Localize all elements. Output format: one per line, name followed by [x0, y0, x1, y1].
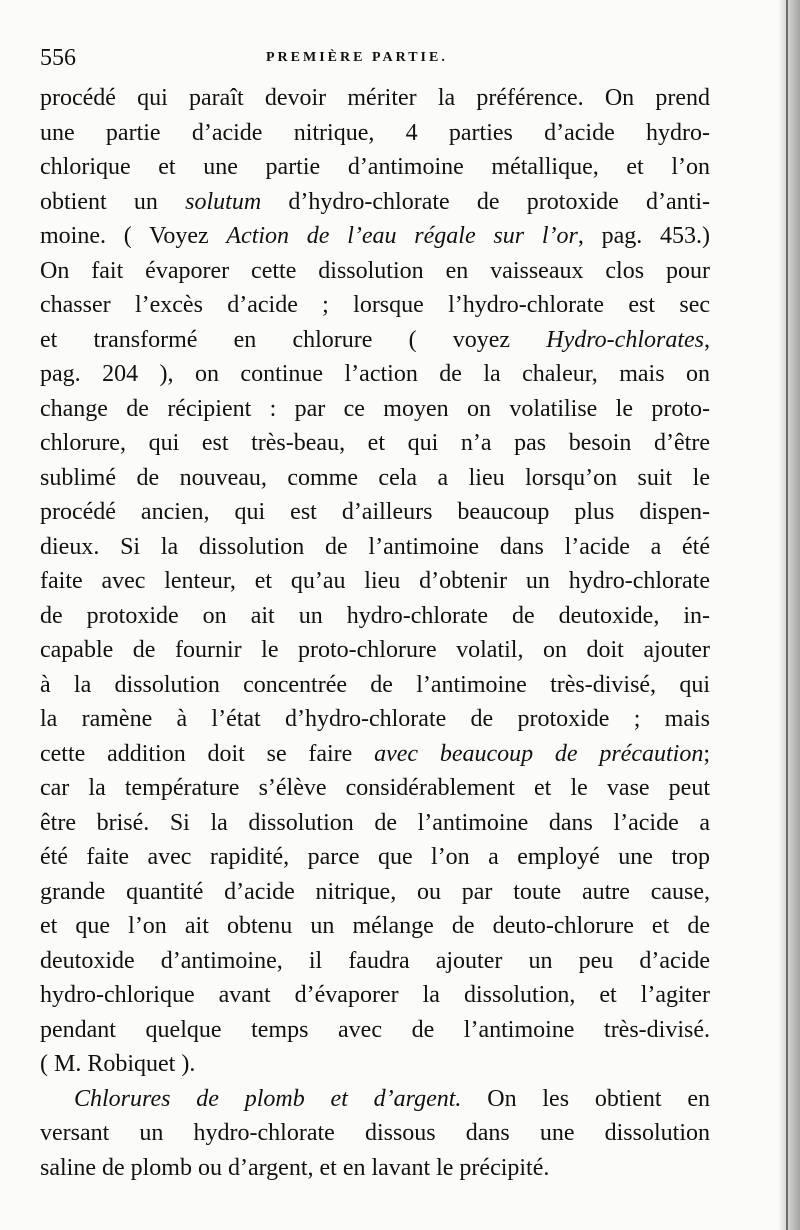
text-line	[40, 633, 710, 668]
text-line	[40, 668, 710, 703]
text-segment: et que l’on ait obtenu un mélange de deuto-chlorure et de	[40, 913, 710, 939]
text-line	[40, 219, 710, 254]
text-line	[40, 978, 710, 1013]
text-line	[40, 564, 710, 599]
text-segment: ;	[703, 740, 710, 767]
italic-text: Action de l’eau régale sur l’or	[226, 223, 578, 249]
text-line	[40, 254, 710, 289]
text-segment: ( M. Robiquet ).	[40, 1051, 196, 1077]
italic-text: avec beaucoup de précaution	[374, 740, 704, 767]
text-segment: On fait évaporer cette dissolution en vaisseaux clos pour	[40, 257, 710, 284]
text-segment: pendant quelque temps avec de l’antimoine très-divisé.	[40, 1016, 710, 1043]
page-edge-shadow	[778, 0, 800, 1230]
text-segment: de protoxide on ait un hydro-chlorate de deutoxide, in-	[40, 602, 710, 629]
text-segment: faite avec lenteur, et qu’au lieu d’obtenir un hydro-chlorate	[40, 568, 710, 594]
text-line	[40, 116, 710, 151]
text-segment: pag. 204 ), on continue l’action de la chaleur, mais on	[40, 361, 710, 387]
text-segment: été faite avec rapidité, parce que l’on a employé une trop	[40, 844, 710, 870]
text-segment: deutoxide d’antimoine, il faudra ajouter un peu d’acide	[40, 947, 710, 974]
italic-text: Hydro-chlorates	[546, 326, 704, 353]
text-segment: et transformé en chlorure ( voyez	[40, 326, 547, 353]
italic-text: Chlorures de plomb et d’argent.	[74, 1085, 462, 1112]
text-segment: obtient un	[40, 188, 186, 215]
text-segment: dieux. Si la dissolution de l’antimoine dans l’acide a été	[40, 533, 710, 560]
text-line	[40, 840, 710, 875]
text-line	[40, 1047, 710, 1082]
text-segment: chasser l’excès d’acide ; lorsque l’hydro-chlorate est sec	[40, 292, 710, 318]
text-line	[40, 771, 710, 806]
text-segment: à la dissolution concentrée de l’antimoine très-divisé, qui	[40, 671, 710, 698]
text-line	[40, 909, 710, 944]
text-segment: une partie d’acide nitrique, 4 parties d’acide hydro-	[40, 119, 710, 146]
running-head: PREMIÈRE PARTIE.	[266, 50, 448, 65]
text-line	[40, 806, 710, 841]
text-segment: la ramène à l’état d’hydro-chlorate de protoxide ; mais	[40, 706, 710, 732]
text-line	[40, 81, 710, 116]
text-line	[40, 392, 710, 427]
page-number: 556	[40, 45, 76, 71]
paragraph	[40, 81, 710, 1082]
text-segment: moine. ( Voyez	[40, 223, 227, 249]
text-segment: change de récipient : par ce moyen on volatilise le proto-	[40, 395, 710, 422]
text-segment: , pag. 453.)	[577, 223, 711, 249]
text-segment: versant un hydro-chlorate dissous dans une dissolution	[40, 1120, 710, 1146]
text-line	[40, 1151, 710, 1186]
text-line	[40, 944, 710, 979]
text-segment: chlorure, qui est très-beau, et qui n’a pas besoin d’être	[40, 430, 710, 456]
text-line	[40, 737, 710, 772]
page-edge-line	[786, 0, 788, 1230]
text-segment: car la température s’élève considérablement et le vase peut	[40, 775, 710, 801]
text-line	[40, 461, 710, 496]
text-segment: procédé ancien, qui est d’ailleurs beaucoup plus dispen-	[40, 499, 710, 525]
text-line	[40, 288, 710, 323]
text-line	[40, 323, 710, 358]
text-line	[40, 185, 710, 220]
text-segment: capable de fournir le proto-chlorure volatil, on doit ajouter	[40, 637, 710, 663]
text-segment: saline de plomb ou d’argent, et en lavant le précipité.	[40, 1154, 550, 1181]
text-line	[40, 1013, 710, 1048]
text-segment: cette addition doit se faire	[40, 740, 375, 767]
text-segment: d’hydro-chlorate de protoxide d’anti-	[261, 188, 710, 215]
text-line	[40, 599, 710, 634]
paragraph	[40, 1082, 710, 1186]
text-line	[40, 530, 710, 565]
text-segment: ,	[704, 326, 710, 353]
text-line	[40, 1116, 710, 1151]
body-text	[40, 81, 710, 1185]
text-line	[40, 702, 710, 737]
text-segment: procédé qui paraît devoir mériter la préférence. On prend	[40, 85, 710, 111]
italic-text: solutum	[185, 188, 262, 215]
text-line	[40, 426, 710, 461]
text-line	[40, 1082, 710, 1117]
text-segment: On les obtient en	[461, 1085, 710, 1112]
text-line	[40, 495, 710, 530]
text-segment: sublimé de nouveau, comme cela a lieu lorsqu’on suit le	[40, 464, 710, 491]
text-line	[40, 875, 710, 910]
text-segment: être brisé. Si la dissolution de l’antimoine dans l’acide a	[40, 809, 710, 836]
text-segment: grande quantité d’acide nitrique, ou par toute autre cause,	[40, 878, 710, 905]
page-header	[40, 44, 720, 76]
text-line	[40, 357, 710, 392]
text-line	[40, 150, 710, 185]
text-segment: chlorique et une partie d’antimoine métallique, et l’on	[40, 154, 710, 180]
text-segment: hydro-chlorique avant d’évaporer la dissolution, et l’agiter	[40, 982, 710, 1008]
